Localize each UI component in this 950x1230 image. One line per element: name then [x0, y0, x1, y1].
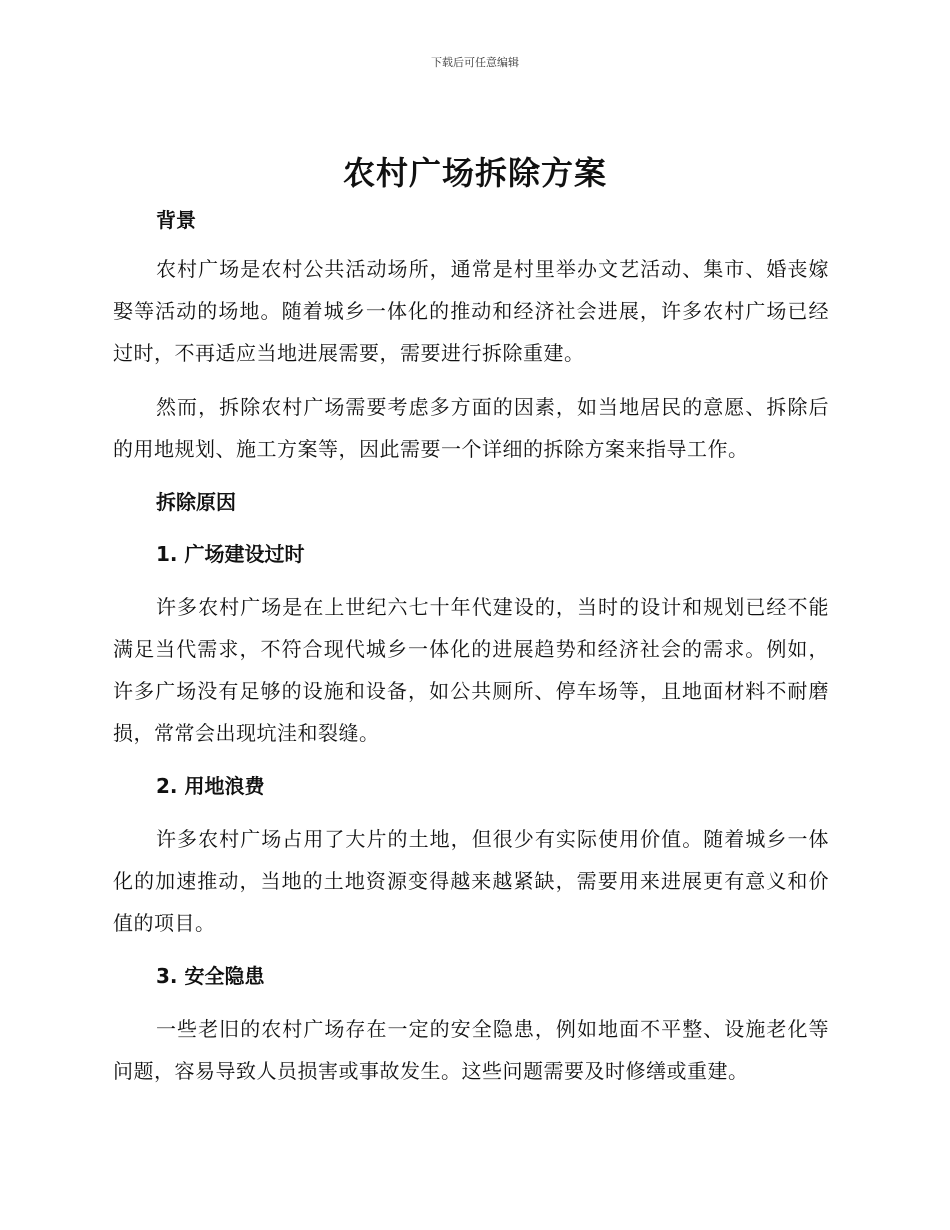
header-note: 下载后可任意编辑: [431, 56, 519, 69]
paragraph-background-2: 然而，拆除农村广场需要考虑多方面的因素，如当地居民的意愿、拆除后的用地规划、施工方案等，因此需要一个详细的拆除方案来指导工作。: [113, 395, 829, 461]
paragraph-reason-2: 许多农村广场占用了大片的土地，但很少有实际使用价值。随着城乡一体化的加速推动，当地的土地资源变得越来越紧缺，需要用来进展更有意义和价值的项目。: [113, 827, 829, 935]
section-heading-background: 背景: [156, 208, 196, 232]
subheading-reason-1: 1. 广场建设过时: [156, 542, 305, 566]
document-title: 农村广场拆除方案: [342, 154, 607, 192]
document-body: [113, 200, 829, 1092]
section-heading-reasons: 拆除原因: [156, 490, 236, 514]
paragraph-background-1: 农村广场是农村公共活动场所，通常是村里举办文艺活动、集市、婚丧嫁娶等活动的场地。随着城乡一体化的推动和经济社会进展，许多农村广场已经过时，不再适应当地进展需要，需要进行拆除重建。: [113, 257, 829, 365]
paragraph-reason-1: 许多农村广场是在上世纪六七十年代建设的，当时的设计和规划已经不能满足当代需求，不符合现代城乡一体化的进展趋势和经济社会的需求。例如，许多广场没有足够的设施和设备，如公共厕所、停车场等，且地面材料不耐磨损，常常会出现坑洼和裂缝。: [113, 595, 829, 745]
subheading-reason-2: 2. 用地浪费: [156, 774, 265, 798]
subheading-reason-3: 3. 安全隐患: [156, 964, 265, 988]
paragraph-reason-3: 一些老旧的农村广场存在一定的安全隐患，例如地面不平整、设施老化等问题，容易导致人员损害或事故发生。这些问题需要及时修缮或重建。: [113, 1017, 829, 1083]
